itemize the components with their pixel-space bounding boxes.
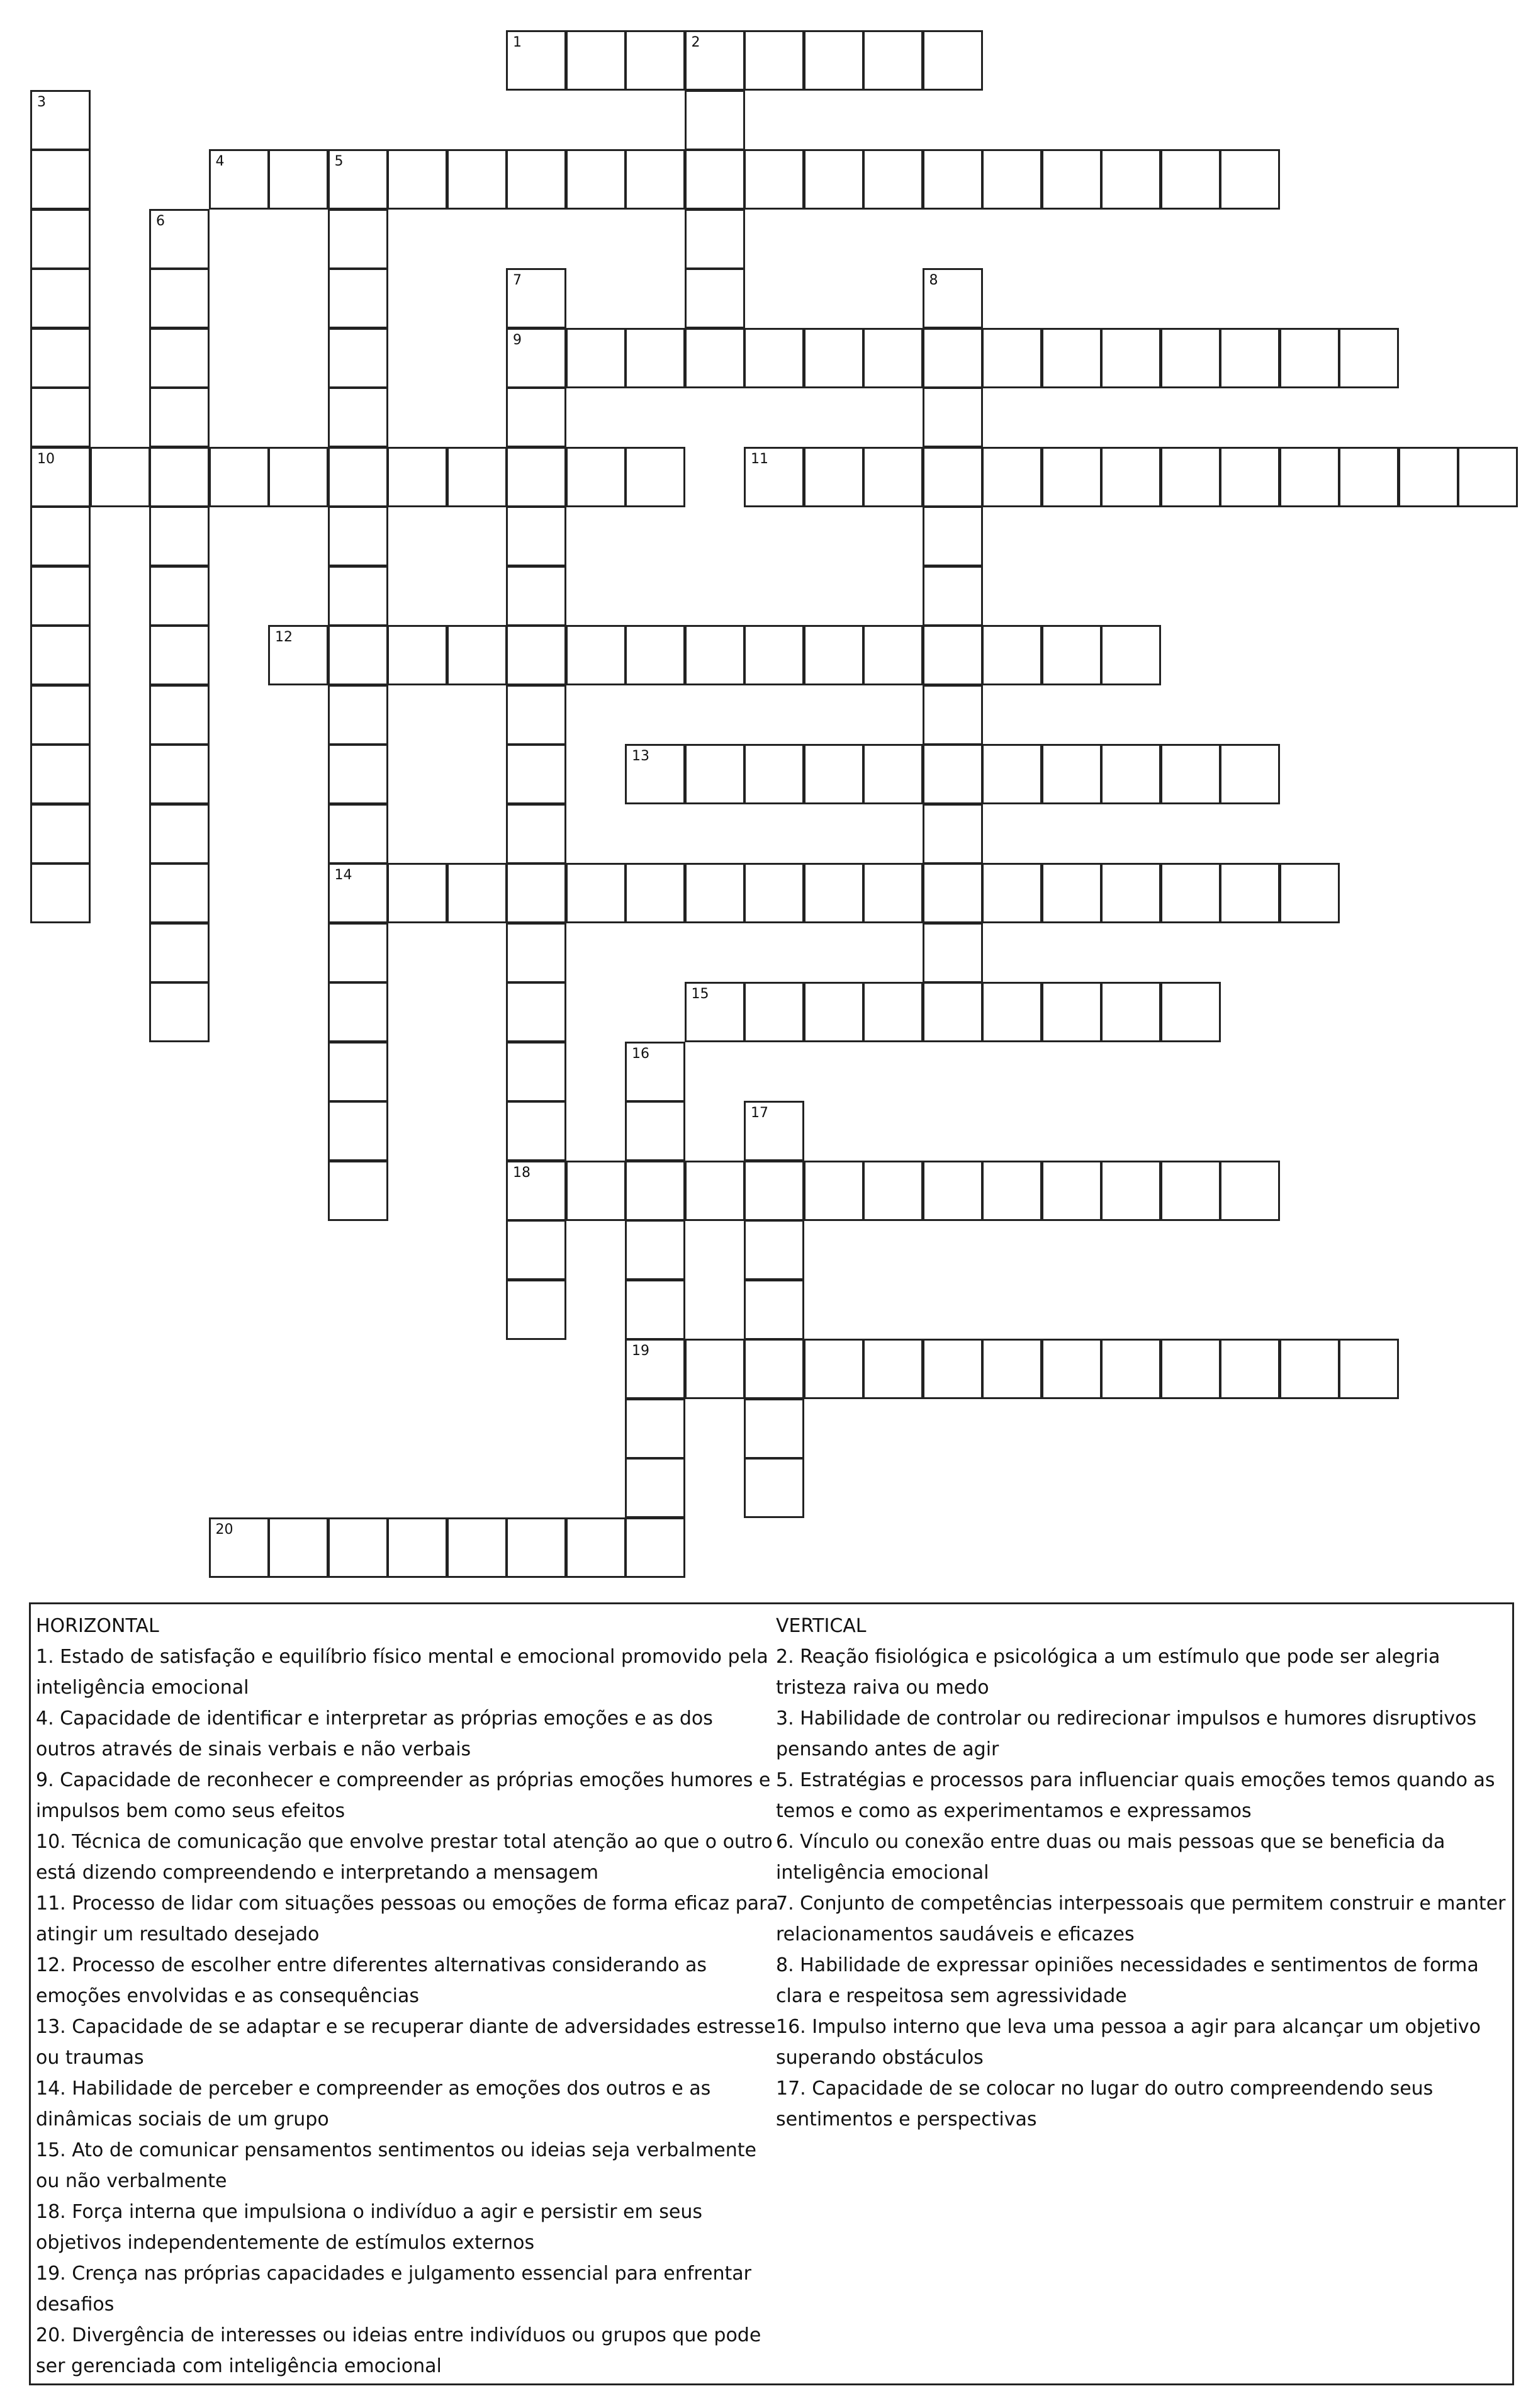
crossword-cell[interactable]	[744, 447, 804, 507]
crossword-cell[interactable]	[209, 1517, 269, 1578]
crossword-cell[interactable]	[982, 447, 1042, 507]
crossword-cell[interactable]	[1041, 149, 1102, 210]
crossword-cell[interactable]	[387, 1517, 447, 1578]
crossword-cell[interactable]	[506, 685, 566, 745]
crossword-cell[interactable]	[804, 328, 864, 388]
crossword-cell[interactable]	[625, 1161, 685, 1221]
crossword-cell[interactable]	[685, 149, 745, 210]
crossword-cell[interactable]	[923, 744, 983, 804]
vertical-heading: VERTICAL	[776, 1615, 867, 1637]
crossword-cell[interactable]	[685, 863, 745, 923]
crossword-cell[interactable]	[744, 744, 804, 804]
horizontal-heading: HORIZONTAL	[36, 1615, 159, 1637]
crossword-cell[interactable]	[1220, 1339, 1280, 1399]
crossword-cell[interactable]	[1160, 744, 1221, 804]
crossword-cell[interactable]	[923, 149, 983, 210]
clue-number: 2	[691, 35, 700, 50]
crossword-cell[interactable]	[30, 506, 91, 566]
clue-vertical-16: 16. Impulso interno que leva uma pessoa a agir para alcançar um objetivo superando obstáculos	[776, 2016, 1481, 2069]
crossword-cell[interactable]	[30, 685, 91, 745]
crossword-cell[interactable]	[744, 1398, 804, 1459]
crossword-cell[interactable]	[744, 328, 804, 388]
crossword-cell[interactable]	[923, 863, 983, 923]
crossword-cell[interactable]	[149, 685, 210, 745]
crossword-cell[interactable]	[209, 447, 269, 507]
crossword-cell[interactable]	[506, 1517, 566, 1578]
crossword-cell[interactable]	[506, 1220, 566, 1280]
crossword-cell[interactable]	[90, 447, 150, 507]
crossword-cell[interactable]	[328, 328, 388, 388]
crossword-cell[interactable]	[863, 1339, 923, 1399]
crossword-cell[interactable]	[328, 387, 388, 447]
crossword-cell[interactable]	[1041, 625, 1102, 685]
crossword-cell[interactable]	[328, 625, 388, 685]
crossword-cell[interactable]	[1041, 1339, 1102, 1399]
crossword-cell[interactable]	[685, 1339, 745, 1399]
crossword-cell[interactable]	[923, 1339, 983, 1399]
crossword-cell[interactable]	[1101, 863, 1161, 923]
crossword-cell[interactable]	[506, 1101, 566, 1161]
crossword-cell[interactable]	[328, 1101, 388, 1161]
crossword-cell[interactable]	[1101, 447, 1161, 507]
crossword-cell[interactable]	[923, 923, 983, 983]
crossword-cell[interactable]	[625, 1517, 685, 1578]
clue-vertical-7: 7. Conjunto de competências interpessoais que permitem construir e manter relacionamentos saudáveis e eficazes	[776, 1893, 1506, 1945]
crossword-cell[interactable]	[30, 447, 91, 507]
crossword-cell[interactable]	[566, 328, 626, 388]
crossword-cell[interactable]	[268, 625, 328, 685]
crossword-cell[interactable]	[625, 1280, 685, 1340]
crossword-cell[interactable]	[30, 90, 91, 150]
crossword-cell[interactable]	[685, 30, 745, 91]
crossword-cell[interactable]	[506, 744, 566, 804]
crossword-cell[interactable]	[30, 328, 91, 388]
crossword-cell[interactable]	[625, 447, 685, 507]
clue-number: 20	[215, 1521, 233, 1538]
crossword-cell[interactable]	[566, 863, 626, 923]
crossword-cell[interactable]	[1279, 447, 1340, 507]
crossword-cell[interactable]	[30, 387, 91, 447]
crossword-cell[interactable]	[982, 982, 1042, 1042]
crossword-cell[interactable]	[328, 149, 388, 210]
crossword-cell[interactable]	[1160, 149, 1221, 210]
crossword-cell[interactable]	[1220, 149, 1280, 210]
crossword-cell[interactable]	[1101, 328, 1161, 388]
crossword-cell[interactable]	[744, 863, 804, 923]
crossword-cell[interactable]	[744, 1220, 804, 1280]
crossword-cell[interactable]	[387, 149, 447, 210]
crossword-cell[interactable]	[744, 1101, 804, 1161]
crossword-cell[interactable]	[1101, 982, 1161, 1042]
clue-horizontal-10: 10. Técnica de comunicação que envolve prestar total atenção ao que o outro está dizendo compreendendo e interpretando a mensagem	[36, 1831, 773, 1884]
crossword-cell[interactable]	[1160, 447, 1221, 507]
crossword-cell[interactable]	[447, 625, 507, 685]
clue-horizontal-19: 19. Crença nas próprias capacidades e julgamento essencial para enfrentar desafios	[36, 2263, 751, 2315]
crossword-cell[interactable]	[923, 328, 983, 388]
crossword-cell[interactable]	[863, 744, 923, 804]
crossword-cell[interactable]	[863, 982, 923, 1042]
crossword-cell[interactable]	[1101, 744, 1161, 804]
crossword-cell[interactable]	[1160, 1339, 1221, 1399]
crossword-cell[interactable]	[1160, 328, 1221, 388]
crossword-cell[interactable]	[1457, 447, 1518, 507]
crossword-cell[interactable]	[387, 863, 447, 923]
crossword-cell[interactable]	[685, 625, 745, 685]
crossword-cell[interactable]	[625, 1101, 685, 1161]
crossword-cell[interactable]	[149, 744, 210, 804]
clue-horizontal-18: 18. Força interna que impulsiona o indivíduo a agir e persistir em seus objetivos independentemente de estímulos externos	[36, 2201, 702, 2254]
crossword-cell[interactable]	[566, 1161, 626, 1221]
crossword-cell[interactable]	[1160, 1161, 1221, 1221]
crossword-cell[interactable]	[1101, 149, 1161, 210]
crossword-cell[interactable]	[923, 566, 983, 626]
crossword-cell[interactable]	[328, 447, 388, 507]
crossword-cell[interactable]	[328, 685, 388, 745]
crossword-cell[interactable]	[268, 447, 328, 507]
crossword-cell[interactable]	[982, 1339, 1042, 1399]
crossword-cell[interactable]	[982, 328, 1042, 388]
crossword-cell[interactable]	[804, 744, 864, 804]
crossword-cell[interactable]	[923, 447, 983, 507]
crossword-cell[interactable]	[506, 923, 566, 983]
crossword-cell[interactable]	[506, 1042, 566, 1102]
crossword-cell[interactable]	[387, 625, 447, 685]
crossword-cell[interactable]	[149, 923, 210, 983]
crossword-cell[interactable]	[744, 30, 804, 91]
crossword-cell[interactable]	[447, 447, 507, 507]
crossword-cell[interactable]	[804, 625, 864, 685]
crossword-cell[interactable]	[387, 447, 447, 507]
crossword-cell[interactable]	[625, 1339, 685, 1399]
clue-number: 16	[632, 1045, 649, 1062]
crossword-cell[interactable]	[923, 804, 983, 864]
crossword-cell[interactable]	[506, 30, 566, 91]
crossword-cell[interactable]	[923, 506, 983, 566]
crossword-cell[interactable]	[1220, 447, 1280, 507]
crossword-cell[interactable]	[1041, 328, 1102, 388]
crossword-cell[interactable]	[744, 1458, 804, 1518]
crossword-cell[interactable]	[328, 982, 388, 1042]
crossword-cell[interactable]	[923, 30, 983, 91]
crossword-cell[interactable]	[685, 1161, 745, 1221]
crossword-cell[interactable]	[1041, 744, 1102, 804]
crossword-cell[interactable]	[506, 447, 566, 507]
crossword-cell[interactable]	[804, 982, 864, 1042]
crossword-cell[interactable]	[506, 268, 566, 329]
crossword-cell[interactable]	[923, 982, 983, 1042]
crossword-cell[interactable]	[30, 744, 91, 804]
crossword-cell[interactable]	[566, 1517, 626, 1578]
crossword-cell[interactable]	[863, 863, 923, 923]
crossword-cell[interactable]	[328, 1517, 388, 1578]
clue-number: 14	[334, 867, 352, 883]
crossword-cell[interactable]	[30, 804, 91, 864]
crossword-cell[interactable]	[328, 268, 388, 329]
crossword-cell[interactable]	[30, 863, 91, 923]
crossword-cell[interactable]	[328, 1042, 388, 1102]
crossword-cell[interactable]	[1041, 982, 1102, 1042]
clue-number: 13	[632, 748, 649, 764]
crossword-cell[interactable]	[625, 30, 685, 91]
clue-horizontal-15: 15. Ato de comunicar pensamentos sentimentos ou ideias seja verbalmente ou não verbalmente	[36, 2139, 756, 2192]
clue-vertical-2: 2. Reação fisiológica e psicológica a um estímulo que pode ser alegria tristeza raiva ou medo	[776, 1646, 1440, 1699]
crossword-cell[interactable]	[1398, 447, 1459, 507]
crossword-cell[interactable]	[506, 1280, 566, 1340]
crossword-cell[interactable]	[804, 30, 864, 91]
crossword-cell[interactable]	[744, 982, 804, 1042]
clues-panel	[29, 1602, 1514, 2385]
crossword-cell[interactable]	[149, 863, 210, 923]
crossword-cell[interactable]	[863, 328, 923, 388]
clue-number: 15	[691, 986, 709, 1002]
crossword-cell[interactable]	[744, 149, 804, 210]
crossword-cell[interactable]	[566, 447, 626, 507]
crossword-cell[interactable]	[1279, 1339, 1340, 1399]
clue-number: 10	[37, 451, 55, 467]
crossword-cell[interactable]	[506, 149, 566, 210]
crossword-cell[interactable]	[863, 625, 923, 685]
crossword-cell[interactable]	[863, 1161, 923, 1221]
crossword-cell[interactable]	[685, 328, 745, 388]
clue-horizontal-9: 9. Capacidade de reconhecer e compreender as próprias emoções humores e impulsos bem como seus efeitos	[36, 1769, 771, 1822]
crossword-cell[interactable]	[804, 1339, 864, 1399]
crossword-cell[interactable]	[1160, 982, 1221, 1042]
crossword-cell[interactable]	[566, 149, 626, 210]
crossword-cell[interactable]	[506, 328, 566, 388]
crossword-cell[interactable]	[566, 625, 626, 685]
crossword-cell[interactable]	[328, 863, 388, 923]
clue-horizontal-14: 14. Habilidade de perceber e compreender as emoções dos outros e as dinâmicas sociais de um grupo	[36, 2078, 711, 2130]
crossword-cell[interactable]	[923, 1161, 983, 1221]
crossword-cell[interactable]	[209, 149, 269, 210]
clue-vertical-5: 5. Estratégias e processos para influenciar quais emoções temos quando as temos e como as experimentamos e expressamos	[776, 1769, 1495, 1822]
crossword-cell[interactable]	[685, 268, 745, 329]
crossword-cell[interactable]	[566, 30, 626, 91]
clue-vertical-3: 3. Habilidade de controlar ou redirecionar impulsos e humores disruptivos pensando antes de agir	[776, 1708, 1477, 1760]
crossword-cell[interactable]	[744, 1339, 804, 1399]
crossword-cell[interactable]	[506, 1161, 566, 1221]
crossword-cell[interactable]	[1041, 447, 1102, 507]
crossword-cell[interactable]	[1220, 1161, 1280, 1221]
clue-vertical-6: 6. Vínculo ou conexão entre duas ou mais pessoas que se beneficia da inteligência emocional	[776, 1831, 1445, 1884]
crossword-cell[interactable]	[149, 625, 210, 685]
crossword-cell[interactable]	[625, 1042, 685, 1102]
crossword-cell[interactable]	[625, 625, 685, 685]
crossword-cell[interactable]	[685, 90, 745, 150]
clue-horizontal-12: 12. Processo de escolher entre diferentes alternativas considerando as emoções envolvidas e as consequências	[36, 1954, 707, 2007]
clue-number: 8	[929, 273, 938, 288]
crossword-cell[interactable]	[685, 209, 745, 269]
clue-number: 5	[334, 154, 344, 169]
crossword-cell[interactable]	[923, 625, 983, 685]
clue-number: 1	[513, 35, 522, 50]
crossword-cell[interactable]	[863, 30, 923, 91]
crossword-cell[interactable]	[982, 744, 1042, 804]
crossword-cell[interactable]	[149, 268, 210, 329]
crossword-cell[interactable]	[447, 149, 507, 210]
crossword-cell[interactable]	[923, 387, 983, 447]
clue-horizontal-11: 11. Processo de lidar com situações pessoas ou emoções de forma eficaz para atingir um resultado desejado	[36, 1893, 778, 1945]
crossword-cell[interactable]	[744, 1161, 804, 1221]
clue-vertical-17: 17. Capacidade de se colocar no lugar do outro compreendendo seus sentimentos e perspectivas	[776, 2078, 1434, 2130]
crossword-cell[interactable]	[625, 328, 685, 388]
crossword-cell[interactable]	[506, 863, 566, 923]
crossword-cell[interactable]	[863, 447, 923, 507]
crossword-cell[interactable]	[30, 268, 91, 329]
clue-number: 3	[37, 94, 46, 110]
crossword-cell[interactable]	[1220, 328, 1280, 388]
crossword-cell[interactable]	[268, 1517, 328, 1578]
crossword-cell[interactable]	[506, 625, 566, 685]
crossword-cell[interactable]	[685, 982, 745, 1042]
crossword-cell[interactable]	[149, 387, 210, 447]
crossword-cell[interactable]	[1101, 1161, 1161, 1221]
crossword-cell[interactable]	[506, 982, 566, 1042]
crossword-cell[interactable]	[625, 1398, 685, 1459]
crossword-cell[interactable]	[625, 149, 685, 210]
crossword-cell[interactable]	[30, 566, 91, 626]
crossword-cell[interactable]	[625, 863, 685, 923]
crossword-cell[interactable]	[1339, 328, 1399, 388]
clue-number: 9	[513, 332, 522, 348]
crossword-cell[interactable]	[804, 1161, 864, 1221]
crossword-cell[interactable]	[863, 149, 923, 210]
crossword-cell[interactable]	[625, 744, 685, 804]
crossword-cell[interactable]	[328, 923, 388, 983]
clue-horizontal-13: 13. Capacidade de se adaptar e se recuperar diante de adversidades estresse ou traumas	[36, 2016, 776, 2069]
crossword-cell[interactable]	[982, 149, 1042, 210]
crossword-cell[interactable]	[328, 209, 388, 269]
crossword-cell[interactable]	[1041, 1161, 1102, 1221]
crossword-cell[interactable]	[447, 1517, 507, 1578]
clue-number: 12	[275, 629, 293, 645]
crossword-cell[interactable]	[328, 506, 388, 566]
crossword-cell[interactable]	[804, 149, 864, 210]
crossword-cell[interactable]	[1279, 328, 1340, 388]
clue-horizontal-1: 1. Estado de satisfação e equilíbrio físico mental e emocional promovido pela inteligência emocional	[36, 1646, 768, 1699]
clue-number: 11	[751, 451, 768, 467]
crossword-cell[interactable]	[149, 982, 210, 1042]
crossword-cell[interactable]	[1339, 447, 1399, 507]
crossword-cell[interactable]	[328, 804, 388, 864]
clue-number: 17	[751, 1105, 768, 1121]
crossword-cell[interactable]	[923, 685, 983, 745]
crossword-cell[interactable]	[149, 328, 210, 388]
clue-horizontal-4: 4. Capacidade de identificar e interpretar as próprias emoções e as dos outros através de sinais verbais e não verbais	[36, 1708, 713, 1760]
clue-number: 7	[513, 273, 522, 288]
vertical-clues	[776, 1611, 1506, 2135]
crossword-cell[interactable]	[1101, 1339, 1161, 1399]
crossword-cell[interactable]	[923, 268, 983, 329]
crossword-cell[interactable]	[1279, 863, 1340, 923]
crossword-cell[interactable]	[982, 1161, 1042, 1221]
crossword-cell[interactable]	[30, 149, 91, 210]
crossword-cell[interactable]	[506, 387, 566, 447]
clue-number: 18	[513, 1164, 530, 1181]
crossword-cell[interactable]	[1220, 744, 1280, 804]
crossword-cell[interactable]	[1220, 863, 1280, 923]
crossword-cell[interactable]	[328, 744, 388, 804]
crossword-cell[interactable]	[30, 209, 91, 269]
crossword-cell[interactable]	[328, 1161, 388, 1221]
crossword-cell[interactable]	[149, 566, 210, 626]
crossword-cell[interactable]	[744, 625, 804, 685]
crossword-cell[interactable]	[1160, 863, 1221, 923]
crossword-cell[interactable]	[149, 447, 210, 507]
crossword-cell[interactable]	[506, 804, 566, 864]
crossword-cell[interactable]	[506, 506, 566, 566]
crossword-cell[interactable]	[625, 1458, 685, 1518]
crossword-cell[interactable]	[1339, 1339, 1399, 1399]
clue-number: 6	[156, 213, 165, 229]
clue-number: 19	[632, 1343, 649, 1359]
clue-vertical-8: 8. Habilidade de expressar opiniões necessidades e sentimentos de forma clara e respeitosa sem agressividade	[776, 1954, 1479, 2007]
crossword-cell[interactable]	[1041, 863, 1102, 923]
crossword-cell[interactable]	[982, 863, 1042, 923]
crossword-cell[interactable]	[328, 566, 388, 626]
crossword-cell[interactable]	[268, 149, 328, 210]
crossword-cell[interactable]	[149, 804, 210, 864]
crossword-cell[interactable]	[804, 447, 864, 507]
crossword-cell[interactable]	[625, 1220, 685, 1280]
crossword-cell[interactable]	[149, 209, 210, 269]
crossword-cell[interactable]	[506, 566, 566, 626]
crossword-cell[interactable]	[744, 1280, 804, 1340]
crossword-cell[interactable]	[685, 744, 745, 804]
clue-horizontal-20: 20. Divergência de interesses ou ideias entre indivíduos ou grupos que pode ser gerenciada com inteligência emocional	[36, 2324, 761, 2377]
crossword-cell[interactable]	[30, 625, 91, 685]
crossword-cell[interactable]	[804, 863, 864, 923]
clue-number: 4	[215, 154, 225, 169]
crossword-cell[interactable]	[982, 625, 1042, 685]
crossword-cell[interactable]	[447, 863, 507, 923]
crossword-cell[interactable]	[1101, 625, 1161, 685]
horizontal-clues	[36, 1611, 778, 2382]
crossword-cell[interactable]	[149, 506, 210, 566]
